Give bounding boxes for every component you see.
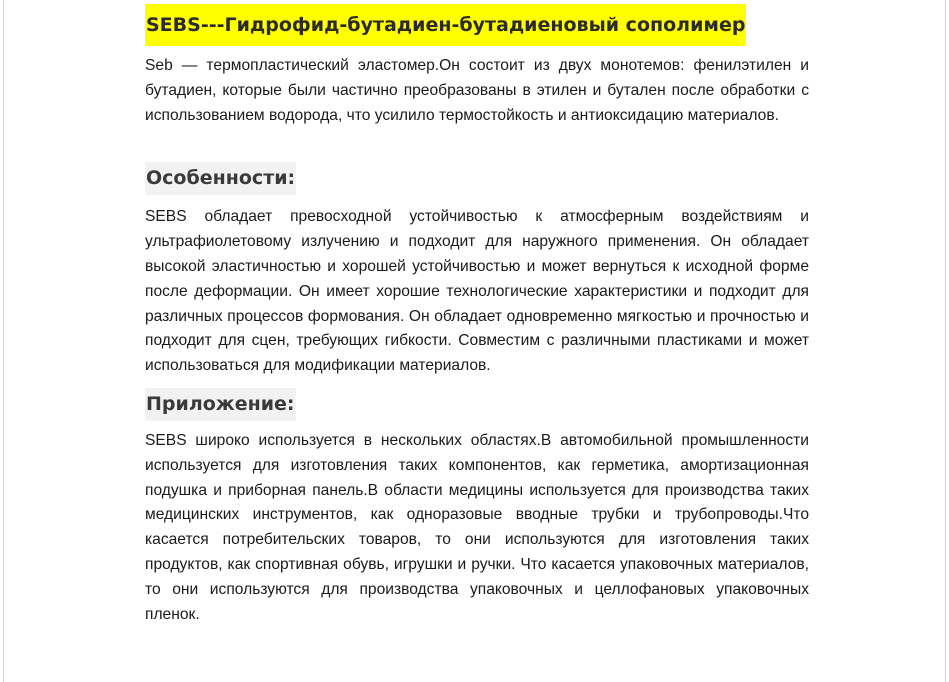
document-title: SEBS---Гидрофид-бутадиен-бутадиеновый сополимер (145, 4, 746, 46)
section-heading-application: Приложение: (145, 388, 296, 421)
section-application (145, 379, 809, 627)
section-features (145, 128, 809, 379)
intro-paragraph: Seb — термопластический эластомер.Он состоит из двух монотемов: фенилэтилен и бутадиен, которые были частично преобразованы в этилен и буталeн после обработки с использованием водорода, что усилило термостойкость и антиоксидацию материалов. (145, 57, 809, 124)
section-heading-features: Особенности: (145, 162, 296, 195)
section-paragraph-application: SEBS широко используется в нескольких областях.В автомобильной промышленности используется для изготовления таких компонентов, как герметика, амортизационная подушка и приборная панель.В области медицины используется для производства таких медицинских инструментов, как одноразовые вводные трубки и трубопроводы.Что касается потребительских товаров, то они используются для изготовления таких продуктов, как спортивная обувь, игрушки и ручки. Что касается упаковочных материалов, то они используются для производства упаковочных и целлофановых упаковочных пленок. (145, 431, 809, 623)
document-body (145, 4, 809, 627)
section-paragraph-features: SEBS обладает превосходной устойчивостью к атмосферным воздействиям и ультрафиолетовому излучению и подходит для наружного применения. Он обладает высокой эластичностью и хорошей устойчивостью и может вернуться к исходной форме после деформации. Он имеет хорошие технологические характеристики и подходит для различных процессов формования. Он обладает одновременно мягкостью и прочностью и подходит для сцен, требующих гибкости. Совместим с различными пластиками и может использоваться для модификации материалов. (145, 208, 809, 375)
page-right-border (945, 0, 946, 682)
page-left-border (3, 0, 4, 682)
